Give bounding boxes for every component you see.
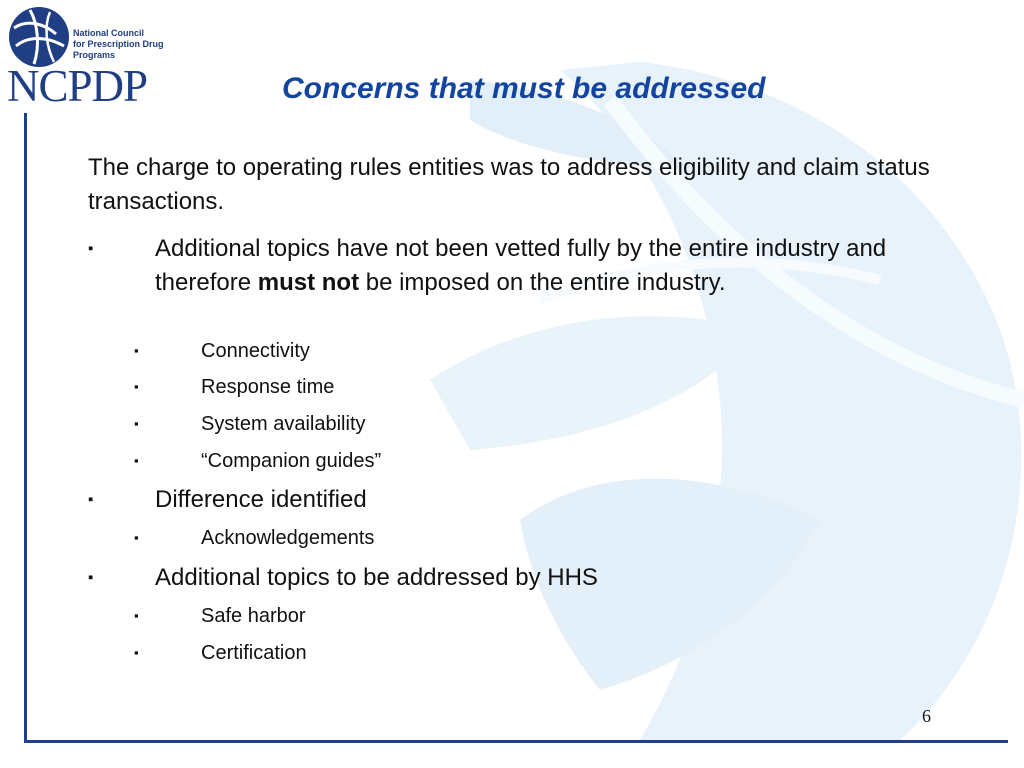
globe-icon: [8, 6, 70, 68]
frame-bottom-rule: [24, 740, 1008, 743]
slide-title: Concerns that must be addressed: [282, 72, 766, 105]
sub-bullet-text: Response time: [201, 376, 335, 398]
page-number: 6: [922, 706, 931, 726]
logo-org-line: Programs: [73, 50, 116, 60]
bullet-square-icon: ▪: [134, 453, 139, 468]
bullet-text-part: Additional topics have not been vetted fully by the entire industry and therefore: [155, 235, 887, 296]
bullet-square-icon: ▪: [134, 343, 139, 358]
bullet-square-icon: ▪: [134, 416, 139, 431]
logo-org-line: National Council: [73, 28, 145, 38]
bullet-square-icon: ▪: [134, 530, 139, 545]
bullet-text: Additional topics to be addressed by HHS: [155, 564, 598, 591]
sub-bullet-text: Connectivity: [201, 340, 310, 362]
bullet-square-icon: ▪: [134, 379, 139, 394]
bullet-square-icon: ▪: [88, 569, 94, 586]
bullet-text: [155, 232, 895, 300]
bullet-text: Difference identified: [155, 486, 367, 513]
sub-bullet-text: Acknowledgements: [201, 527, 375, 549]
bullet-square-icon: ▪: [88, 491, 94, 508]
logo-wordmark: NCPDP: [7, 61, 148, 111]
bullet-emphasis: must not: [257, 269, 360, 296]
sub-bullet-text: Safe harbor: [201, 605, 306, 627]
bullet-square-icon: ▪: [88, 240, 94, 257]
bullet-square-icon: ▪: [134, 645, 139, 660]
ncpdp-logo: [6, 6, 166, 111]
intro-paragraph: The charge to operating rules entities was to address eligibility and claim status transactions.: [88, 154, 930, 215]
logo-org-name: [73, 28, 173, 61]
sub-bullet-text: System availability: [201, 413, 366, 435]
frame-left-rule: [24, 113, 27, 743]
logo-org-line: for Prescription Drug: [73, 39, 164, 49]
bullet-text-part: be imposed on the entire industry.: [359, 269, 726, 296]
sub-bullet-text: “Companion guides”: [201, 450, 382, 472]
sub-bullet-text: Certification: [201, 642, 307, 664]
bullet-square-icon: ▪: [134, 608, 139, 623]
